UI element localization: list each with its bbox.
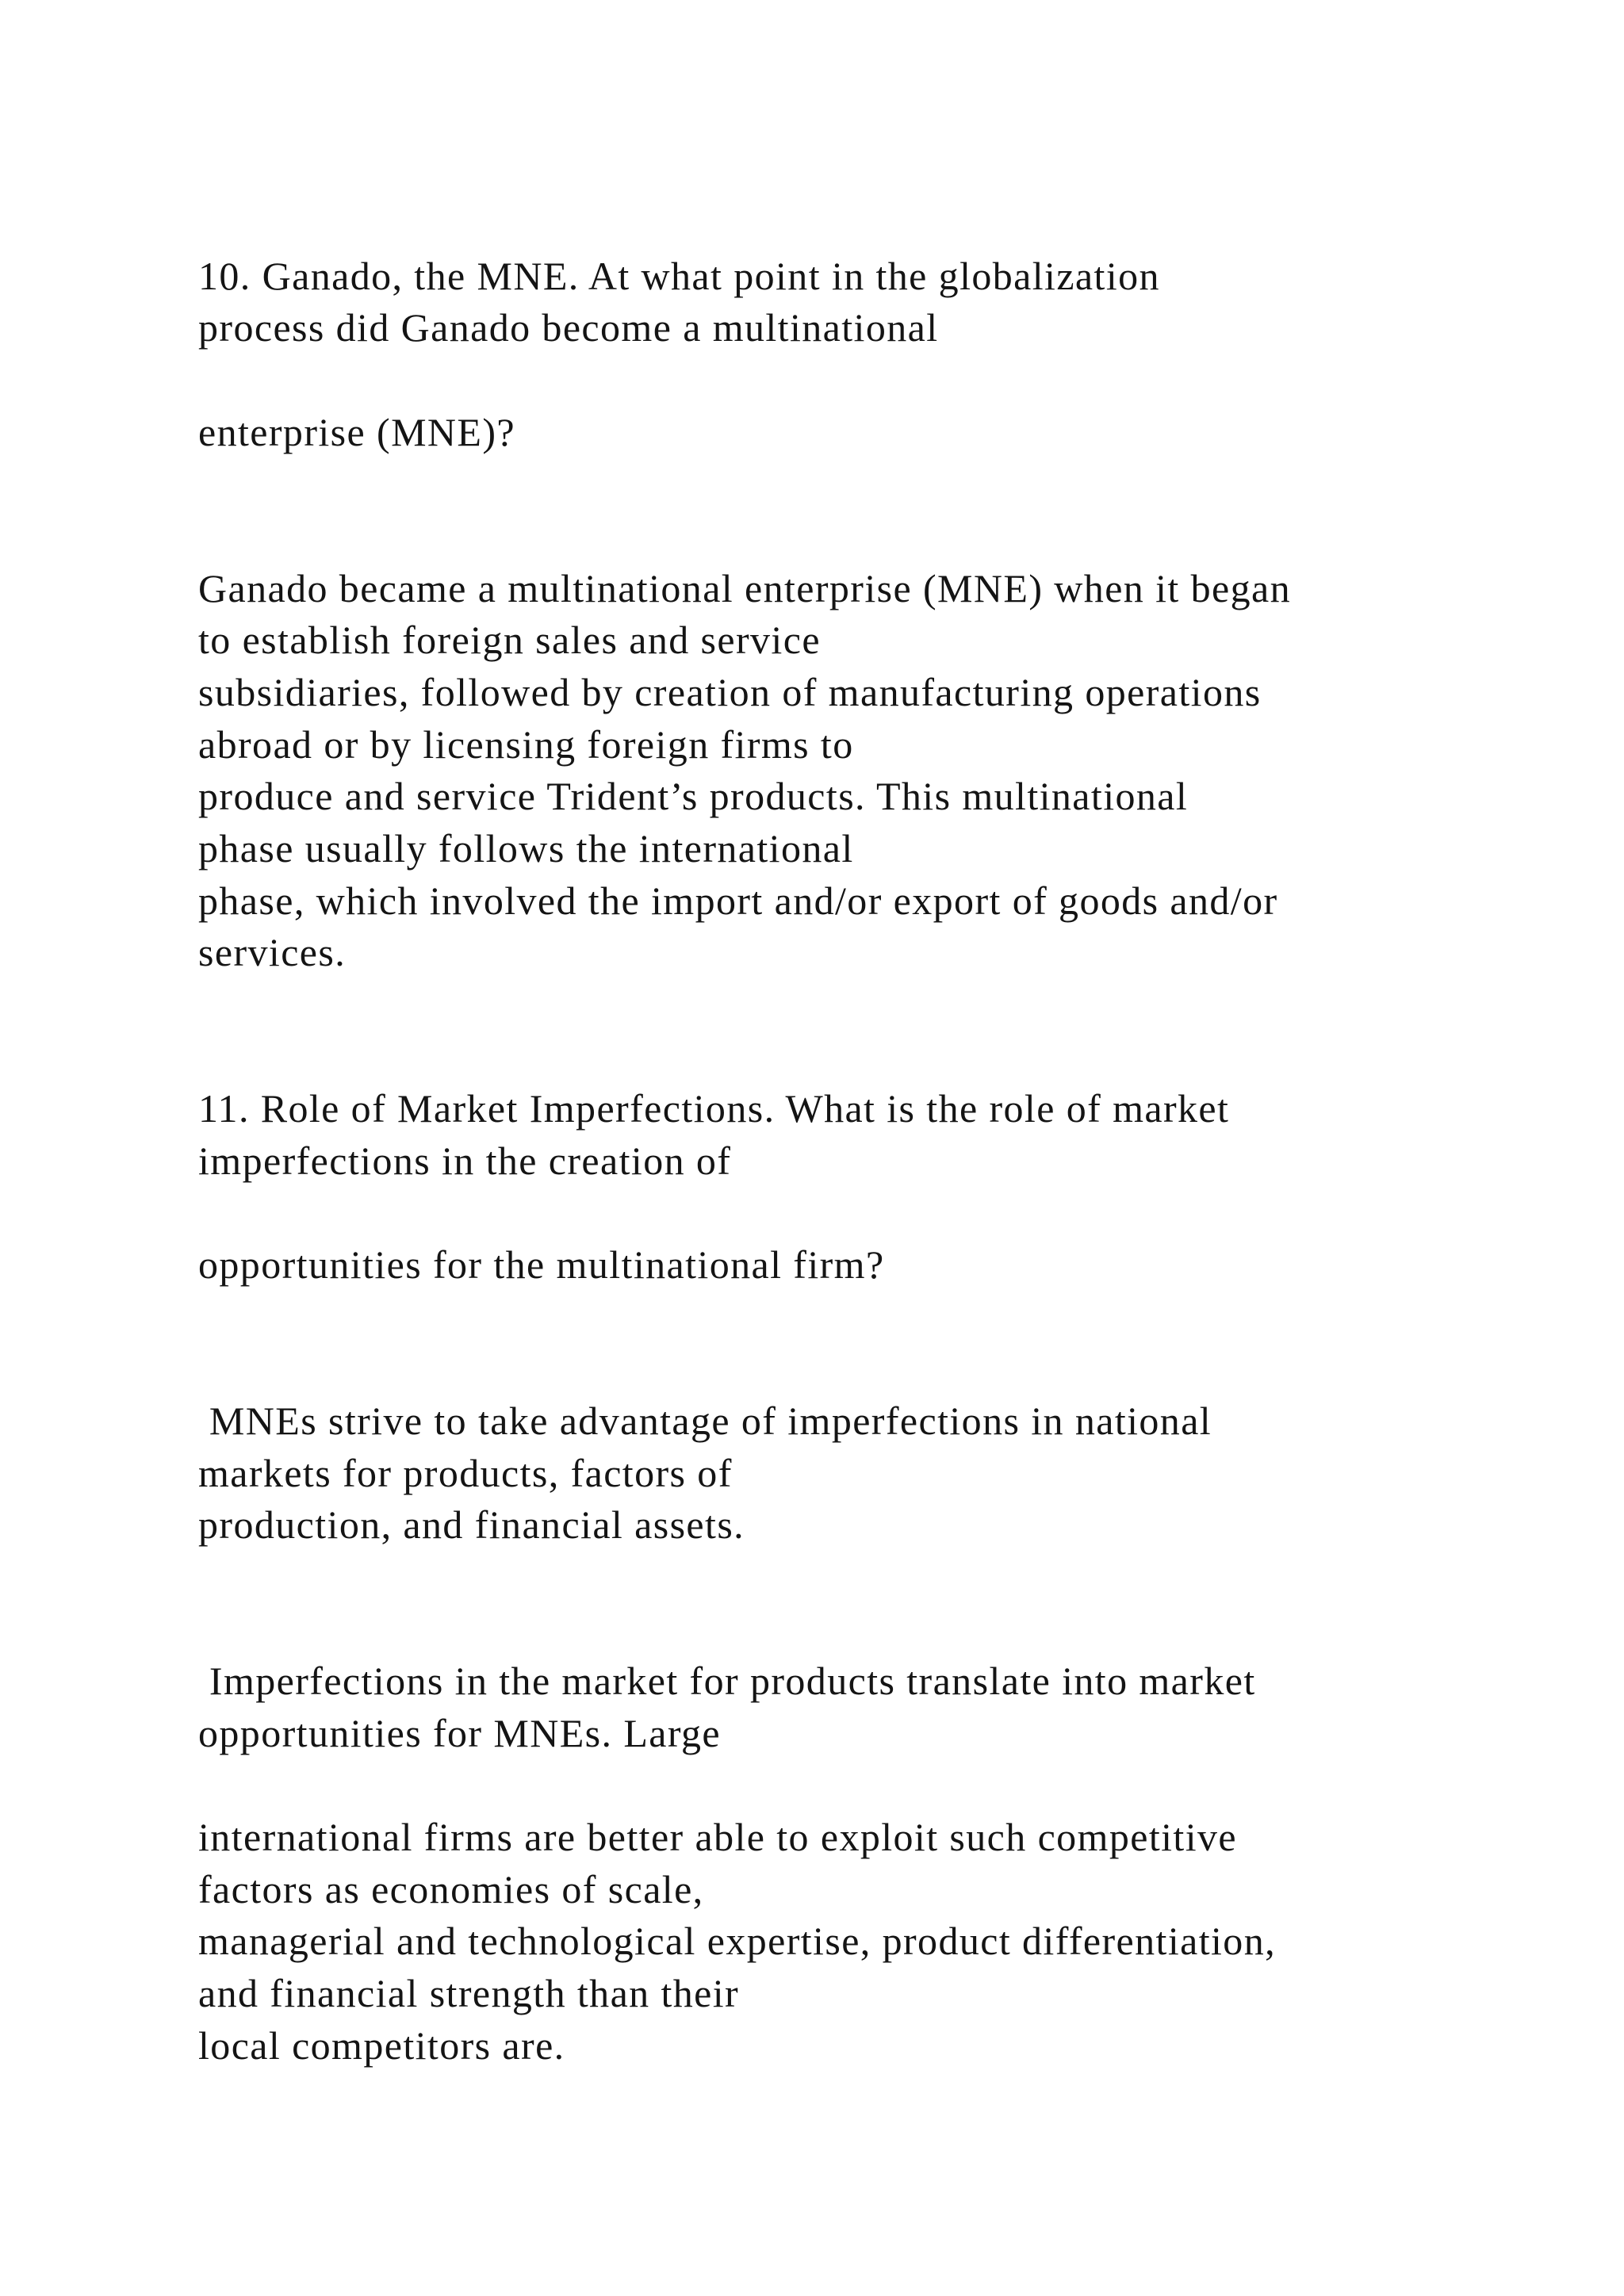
q10-answer-line-4: abroad or by licensing foreign firms to [198,722,854,767]
q11-question-line-3: opportunities for the multinational firm? [198,1242,885,1287]
q11-answer2-line-4: factors as economies of scale, [198,1867,704,1911]
q11-answer1-line-3: production, and financial assets. [198,1502,745,1547]
q11-answer2-line-7: local competitors are. [198,2023,565,2068]
q10-answer-line-6: phase usually follows the international [198,826,854,871]
q10-question-line-2: process did Ganado become a multinational [198,305,939,350]
q11-question-line-1: 11. Role of Market Imperfections. What is the role of market [198,1086,1230,1131]
q11-answer2-line-1: Imperfections in the market for products translate into market [198,1659,1256,1703]
q10-answer-line-1: Ganado became a multinational enterprise (MNE) when it began [198,566,1291,610]
q11-answer2-line-5: managerial and technological expertise, product differentiation, [198,1919,1277,1963]
q11-answer2-line-3: international firms are better able to exploit such competitive [198,1815,1238,1859]
q10-question-line-3: enterprise (MNE)? [198,410,516,454]
q11-answer1-line-1: MNEs strive to take advantage of imperfections in national [198,1399,1212,1443]
q11-answer2-line-2: opportunities for MNEs. Large [198,1711,722,1755]
q10-answer-line-3: subsidiaries, followed by creation of manufacturing operations [198,670,1262,714]
q10-answer-line-7: phase, which involved the import and/or export of goods and/or [198,878,1278,923]
q11-answer2-line-6: and financial strength than their [198,1971,740,2015]
q10-question-line-1: 10. Ganado, the MNE. At what point in the globalization [198,254,1160,298]
q10-answer-line-2: to establish foreign sales and service [198,618,821,662]
q10-answer-line-5: produce and service Trident’s products. This multinational [198,774,1189,818]
q11-answer1-line-2: markets for products, factors of [198,1451,733,1495]
q11-question-line-2: imperfections in the creation of [198,1138,732,1183]
q10-answer-line-8: services. [198,930,347,974]
